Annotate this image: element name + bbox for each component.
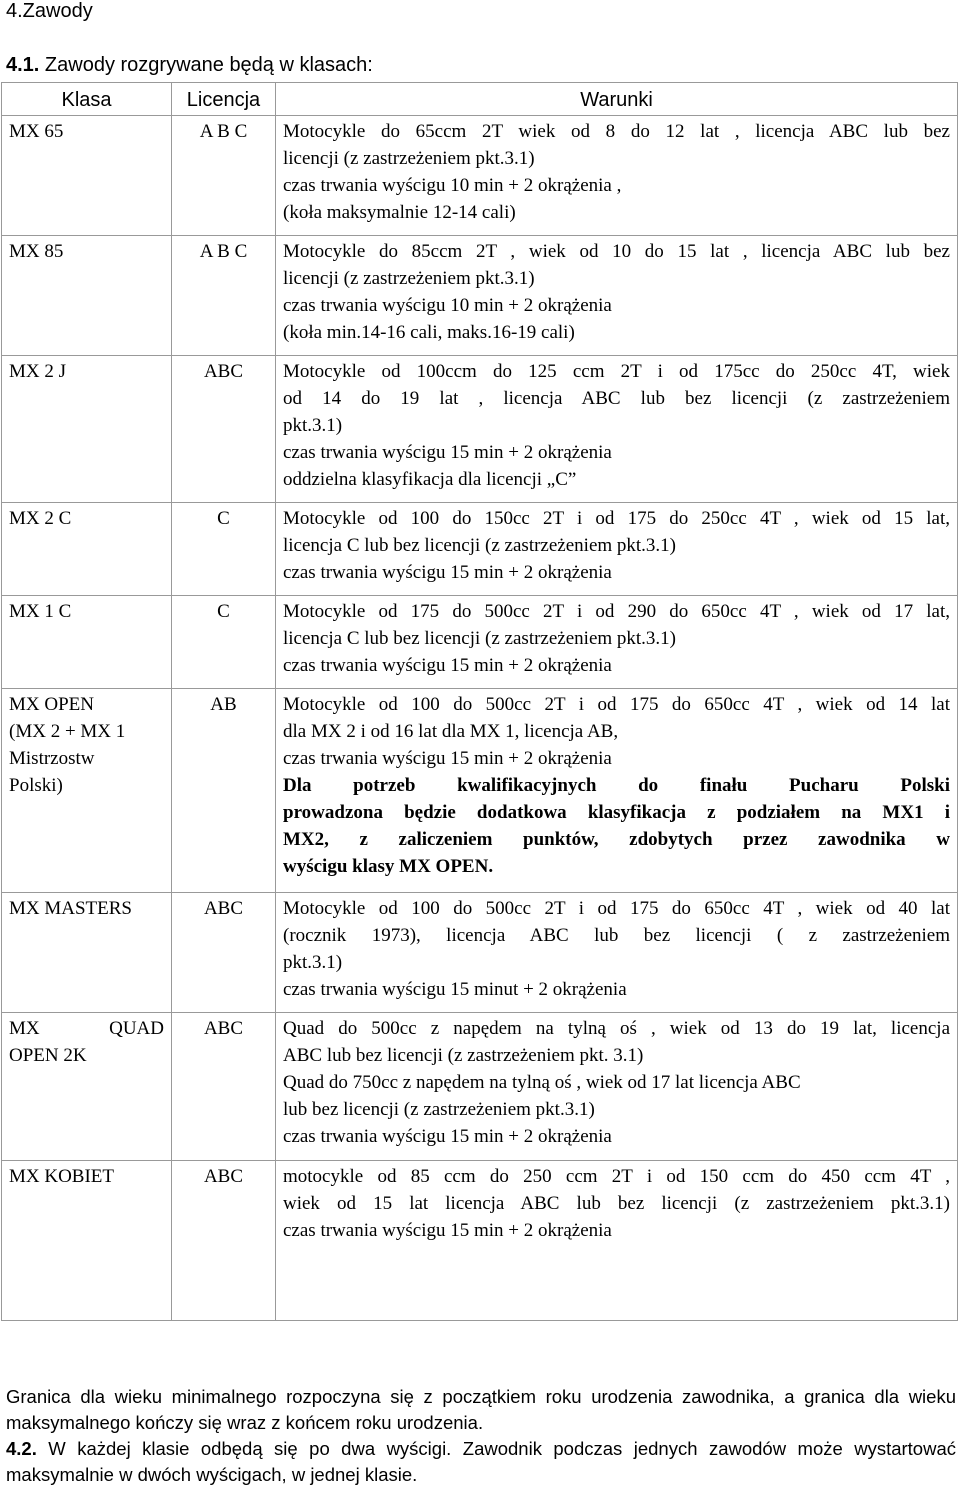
table-row xyxy=(2,116,958,236)
cell-klasa xyxy=(2,689,172,893)
warunki-line: czas trwania wyścigu 15 min + 2 okrążenia xyxy=(283,748,612,769)
warunki-line: licencja C lub bez licencji (z zastrzeżeniem pkt.3.1) xyxy=(283,535,677,556)
cell-klasa: MX KOBIET xyxy=(2,1161,172,1321)
races-note-number: 4.2. xyxy=(6,1438,37,1459)
warunki-line: czas trwania wyścigu 15 min + 2 okrążenia xyxy=(283,655,612,676)
cell-klasa: MX MASTERS xyxy=(2,893,172,1013)
warunki-line: pkt.3.1) xyxy=(283,415,343,436)
cell-warunki xyxy=(276,116,958,236)
warunki-line: licencja C lub bez licencji (z zastrzeżeniem pkt.3.1) xyxy=(283,628,677,649)
table-row xyxy=(2,236,958,356)
table-row xyxy=(2,356,958,503)
intro-number: 4.1. xyxy=(6,54,40,76)
cell-klasa xyxy=(2,1013,172,1161)
cell-klasa: MX 65 xyxy=(2,116,172,236)
klasa-line: OPEN 2K xyxy=(9,1045,87,1066)
warunki-line: licencji (z zastrzeżeniem pkt.3.1) xyxy=(283,148,535,169)
warunki-line: lub bez licencji (z zastrzeżeniem pkt.3.1) xyxy=(283,1099,595,1120)
cell-licencja: A B C xyxy=(172,116,276,236)
header-klasa: Klasa xyxy=(2,83,172,116)
cell-klasa: MX 1 C xyxy=(2,596,172,689)
warunki-line: od 14 do 19 lat , licencja ABC lub bez licencji (z zastrzeżeniem xyxy=(283,388,950,409)
warunki-line: Motocykle od 100 do 150cc 2T i od 175 do 250cc 4T , wiek od 15 lat, xyxy=(283,508,950,529)
cell-klasa: MX 2 C xyxy=(2,503,172,596)
table-row xyxy=(2,1013,958,1161)
warunki-line: oddzielna klasyfikacja dla licencji „C” xyxy=(283,469,577,490)
warunki-line: czas trwania wyścigu 15 min + 2 okrążenia xyxy=(283,442,612,463)
warunki-line: (koła min.14-16 cali, maks.16-19 cali) xyxy=(283,322,575,343)
cell-warunki xyxy=(276,1161,958,1321)
cell-licencja: C xyxy=(172,503,276,596)
warunki-line: (rocznik 1973), licencja ABC lub bez licencji ( z zastrzeżeniem xyxy=(283,925,950,946)
table-row xyxy=(2,689,958,893)
warunki-line: motocykle od 85 ccm do 250 ccm 2T i od 150 ccm do 450 ccm 4T , xyxy=(283,1166,950,1187)
warunki-line: Motocykle od 100 do 500cc 2T i od 175 do 650cc 4T , wiek od 40 lat xyxy=(283,898,950,919)
warunki-line: czas trwania wyścigu 10 min + 2 okrążenia xyxy=(283,295,612,316)
header-warunki: Warunki xyxy=(276,83,958,116)
warunki-line: czas trwania wyścigu 15 min + 2 okrążenia xyxy=(283,1220,612,1241)
table-row xyxy=(2,503,958,596)
warunki-line: dla MX 2 i od 16 lat dla MX 1, licencja AB, xyxy=(283,721,619,742)
classes-table xyxy=(1,82,958,1321)
warunki-line: Motocykle do 65ccm 2T wiek od 8 do 12 lat , licencja ABC lub bez xyxy=(283,121,950,142)
intro-text: Zawody rozgrywane będą w klasach: xyxy=(39,54,373,76)
races-note-text: W każdej klasie odbędą się po dwa wyścigi. Zawodnik podczas jednych zawodów może wystartować maksymalnie w dwóch wyścigach, w jednej klasie. xyxy=(6,1438,956,1485)
warunki-line: czas trwania wyścigu 10 min + 2 okrążenia , xyxy=(283,175,622,196)
cell-warunki xyxy=(276,1013,958,1161)
warunki-line: czas trwania wyścigu 15 minut + 2 okrążenia xyxy=(283,979,627,1000)
cell-warunki xyxy=(276,236,958,356)
section-heading: 4.Zawody xyxy=(6,0,93,22)
cell-warunki xyxy=(276,689,958,893)
cell-klasa: MX 85 xyxy=(2,236,172,356)
warunki-line: Quad do 750cc z napędem na tylną oś , wiek od 17 lat licencja ABC xyxy=(283,1072,801,1093)
table-header-row xyxy=(2,83,958,116)
table-row xyxy=(2,893,958,1013)
warunki-line: Motocykle do 85ccm 2T , wiek od 10 do 15 lat , licencja ABC lub bez xyxy=(283,241,950,262)
warunki-bold-line: prowadzona będzie dodatkowa klasyfikacja z podziałem na MX1 i xyxy=(283,802,950,823)
header-licencja: Licencja xyxy=(172,83,276,116)
age-note: Granica dla wieku minimalnego rozpoczyna się z początkiem roku urodzenia zawodnika, a granica dla wieku maksymalnego kończy się wraz z końcem roku urodzenia. xyxy=(6,1386,956,1433)
warunki-line: Motocykle od 175 do 500cc 2T i od 290 do 650cc 4T , wiek od 17 lat, xyxy=(283,601,950,622)
table-row xyxy=(2,596,958,689)
cell-warunki xyxy=(276,503,958,596)
cell-licencja: ABC xyxy=(172,893,276,1013)
warunki-line: ABC lub bez licencji (z zastrzeżeniem pkt. 3.1) xyxy=(283,1045,644,1066)
warunki-bold-line: wyścigu klasy MX OPEN. xyxy=(283,856,494,877)
klasa-line: MX OPEN xyxy=(9,694,94,715)
warunki-line: (koła maksymalnie 12-14 cali) xyxy=(283,202,516,223)
warunki-line: wiek od 15 lat licencja ABC lub bez licencji (z zastrzeżeniem pkt.3.1) xyxy=(283,1193,950,1214)
warunki-line: licencji (z zastrzeżeniem pkt.3.1) xyxy=(283,268,535,289)
cell-warunki xyxy=(276,356,958,503)
cell-warunki xyxy=(276,893,958,1013)
cell-warunki xyxy=(276,596,958,689)
warunki-line: czas trwania wyścigu 15 min + 2 okrążenia xyxy=(283,1126,612,1147)
cell-licencja: ABC xyxy=(172,1161,276,1321)
footer-notes xyxy=(6,1384,956,1488)
cell-klasa: MX 2 J xyxy=(2,356,172,503)
cell-licencja: ABC xyxy=(172,356,276,503)
klasa-line: Polski) xyxy=(9,775,63,796)
warunki-bold-line: Dla potrzeb kwalifikacyjnych do finału Pucharu Polski xyxy=(283,775,950,796)
warunki-line: pkt.3.1) xyxy=(283,952,343,973)
warunki-bold-line: MX2, z zaliczeniem punktów, zdobytych przez zawodnika w xyxy=(283,829,950,850)
cell-licencja: AB xyxy=(172,689,276,893)
warunki-line: Motocykle od 100ccm do 125 ccm 2T i od 175cc do 250cc 4T, wiek xyxy=(283,361,950,382)
warunki-line: Motocykle od 100 do 500cc 2T i od 175 do 650cc 4T , wiek od 14 lat xyxy=(283,694,950,715)
table-row xyxy=(2,1161,958,1321)
warunki-line: Quad do 500cc z napędem na tylną oś , wiek od 13 do 19 lat, licencja xyxy=(283,1018,950,1039)
klasa-line: Mistrzostw xyxy=(9,748,95,769)
warunki-line: czas trwania wyścigu 15 min + 2 okrążenia xyxy=(283,562,612,583)
intro-paragraph xyxy=(6,52,373,79)
cell-licencja: C xyxy=(172,596,276,689)
klasa-line: MX QUAD xyxy=(9,1018,164,1039)
cell-licencja: ABC xyxy=(172,1013,276,1161)
klasa-line: (MX 2 + MX 1 xyxy=(9,721,126,742)
cell-licencja: A B C xyxy=(172,236,276,356)
races-note xyxy=(6,1436,956,1488)
